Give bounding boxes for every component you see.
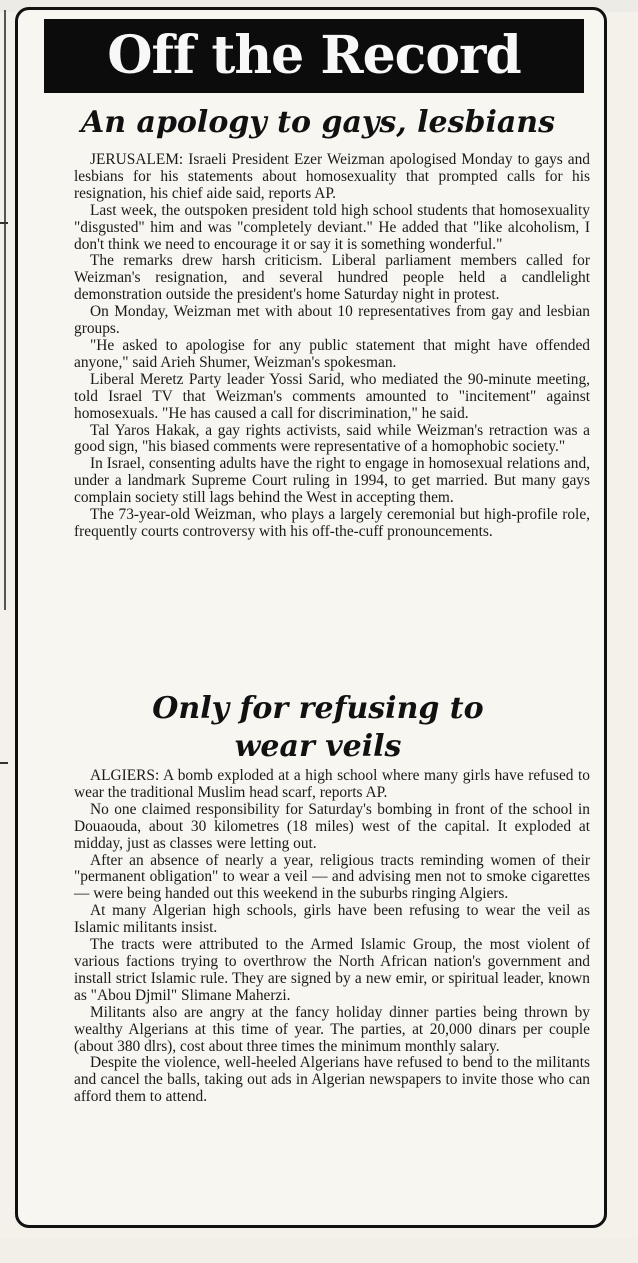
banner-title: Off the Record [107,25,521,86]
story1-paragraph: On Monday, Weizman met with about 10 representatives from gay and lesbian groups. [74,303,590,338]
story1-paragraph: The 73-year-old Weizman, who plays a largely ceremonial but high-profile role, frequently courts controversy with his off-the-cuff pronouncements. [74,506,590,540]
story2-headline-line1: Only for refusing to [152,691,484,726]
story2-paragraph: No one claimed responsibility for Saturday's bombing in front of the school in Douaouda, about 30 kilometres (18 miles) west of the capital. It exploded at midday, just as classes were letting out. [74,800,590,852]
story2-headline [20,690,616,766]
bottom-margin [0,1238,638,1263]
story2-paragraph: Militants also are angry at the fancy holiday dinner parties being thrown by wealthy Algerians at this time of year. The parties, at 20,000 dinars per couple (about 380 dlrs), cost about three times the minimum monthly salary. [74,1003,590,1055]
margin-line [4,10,6,610]
story1-paragraph: "He asked to apologise for any public statement that might have offended anyone," said Arieh Shumer, Weizman's spokesman. [74,336,590,371]
story2-paragraph: The tracts were attributed to the Armed Islamic Group, the most violent of various factions trying to overthrow the North African nation's government and install strict Islamic rule. They are signed by a new emir, or spiritual leader, known as "Abou Djmil" Slimane Maherzi. [74,936,590,1004]
story1-paragraph: JERUSALEM: Israeli President Ezer Weizman apologised Monday to gays and lesbians for his statements about homosexuality that prompted calls for his resignation, his chief aide said, reports AP. [74,151,590,202]
story2-paragraph: At many Algerian high schools, girls have been refusing to wear the veil as Islamic militants insist. [74,902,590,937]
story2-paragraph: After an absence of nearly a year, religious tracts reminding women of their "permanent obligation" to wear a veil — and advising men not to smoke cigarettes — were being handed out this weekend in the suburbs ringing Algiers. [74,851,590,903]
story1-paragraph: Last week, the outspoken president told high school students that homosexuality "disgusted" him and was "completely deviant." He added that "like alcoholism, I don't think we need to encourage it or say it is something wonderful." [74,201,590,253]
margin-tick [0,222,8,224]
story1-headline: An apology to gays, lesbians [80,105,556,140]
margin-tick [0,762,8,764]
story2-paragraph: Despite the violence, well-heeled Algerians have refused to bend to the militants and cancel the balls, taking out ads in Algerian newspapers to invite those who can afford them to attend. [74,1054,590,1106]
story2-body [74,768,590,1106]
story2-headline-line2: wear veils [234,729,402,764]
story1-paragraph: In Israel, consenting adults have the right to engage in homosexual relations and, under a landmark Supreme Court ruling in 1994, to get married. But many gays complain society still lags behind the West in accepting them. [74,455,590,507]
story1-body [74,152,590,541]
section-banner [44,19,584,93]
story1-paragraph: Tal Yaros Hakak, a gay rights activists, said while Weizman's retraction was a good sign, "his biased comments were representative of a homophobic society." [74,421,590,456]
story2-paragraph: ALGIERS: A bomb exploded at a high school where many girls have refused to wear the traditional Muslim head scarf, reports AP. [74,767,590,801]
story1-paragraph: Liberal Meretz Party leader Yossi Sarid, who mediated the 90-minute meeting, told Israel TV that Weizman's comments amounted to "incitement" against homosexuals. "He has caused a call for discrimination," he said. [74,370,590,422]
left-margin-rule [0,0,8,1263]
story1-paragraph: The remarks drew harsh criticism. Liberal parliament members called for Weizman's resignation, and several hundred people held a candlelight demonstration outside the president's home Saturday night in protest. [74,252,590,304]
